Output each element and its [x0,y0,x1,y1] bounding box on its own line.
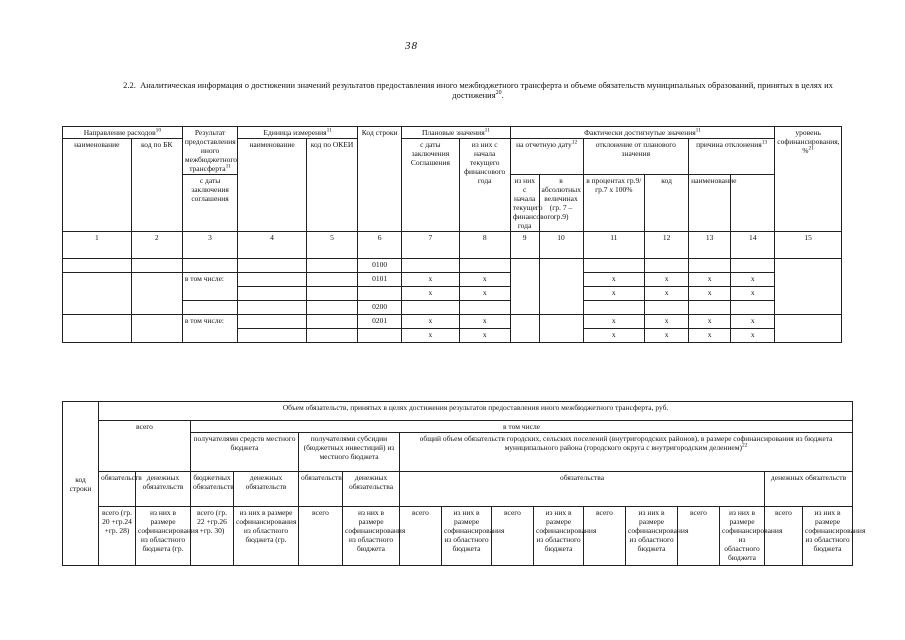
h-unit: Единица измерения$^{11}$ [238,127,358,139]
row-code: 0200 [358,301,402,315]
incl-label: в том числе: [182,315,237,343]
row-code: 0201 [358,315,402,329]
row-code: 0100 [358,259,402,273]
h2-code: код строки [63,402,99,566]
h2-vsego: всего [299,507,343,566]
h-level: уровень софинансирования, %$^{21}$ [775,127,842,232]
x-cell: x [689,315,731,329]
h2-vsego: всего [492,507,534,566]
col-num: 8 [459,232,510,259]
h2-cash2: денежных обязательств [234,472,299,507]
table-row [63,315,842,329]
x-cell: x [583,315,644,329]
h-code: Код строки [358,127,402,232]
h-unit-name: наименование [238,139,307,232]
h2-vsego: всего [765,507,803,566]
h-plan-agreement: с даты заключения Соглашения [402,139,459,232]
h-pct: в процентах гр.9/гр.7 x 100% [583,175,644,232]
h2-cash-wide: денежных обязательств [765,472,853,507]
h-name: наименование [63,139,132,232]
x-cell: x [731,329,775,343]
h2-obligations: обязательств [99,472,136,507]
results-table [62,126,842,343]
col-num: 1 [63,232,132,259]
h-code-bk: код по БК [131,139,182,232]
h2-of-them-short: из них в размере софинансирования из областного бюджета [343,507,400,566]
h-reason-code: код [645,175,689,232]
h2-vsego: всего [678,507,720,566]
h2-title: Объем обязательств, принятых в целях достижения результатов предоставления иного межбюджетного трансферта, руб. [99,402,853,421]
h-okei: код по ОКЕИ [306,139,357,232]
col-num: 2 [131,232,182,259]
section-caption: 2.2. Аналитическая информация о достижении значений результатов предоставления иного межбюджетного трансферта и объеме обязательств муниципальных образований, принятых в целях их достижения$^{20}$. [123,80,833,100]
col-num: 5 [306,232,357,259]
h2-recipients-subs: получателями субсидии (бюджетных инвестиций) из местного бюджета [299,433,400,472]
h2-budget: бюджетных обязательств [191,472,234,507]
x-cell: x [402,287,459,301]
obligations-table [62,401,866,566]
col-num: 11 [583,232,644,259]
col-num: 6 [358,232,402,259]
x-cell: x [583,273,644,287]
h-fact-year: из них с начала текущего финансового года [510,175,539,232]
column-numbers-row [63,232,842,259]
col-num: 15 [775,232,842,259]
h-abs: в абсолютных величинах (гр. 7 – гр.9) [539,175,583,232]
h-plan-year: из них с начала текущего финансового года [459,139,510,232]
h-deviation: отклонение от планового значения [583,139,689,175]
h2-general: общий объем обязательств городских, сельских поселений (внутригородских районов), в размере софинансирования из бюджета муниципального района (городского округа с внутригородским делением)$^{22}$ [400,433,853,472]
col-num: 9 [510,232,539,259]
x-cell: x [645,329,689,343]
col-num: 13 [689,232,731,259]
col-num: 4 [238,232,307,259]
incl-label: в том числе: [182,273,237,301]
h2-total-formula2: всего (гр. 22 +гр.26 +гр. 30) [191,507,234,566]
h-reason-name: наименование [689,175,731,232]
x-cell: x [459,287,510,301]
h2-cash: денежных обязательств [136,472,191,507]
page-number: 38 [405,40,418,52]
h-reason: причина отклонения$^{13}$ [689,139,775,175]
h2-total-formula: всего (гр. 20 +гр.24 +гр. 28) [99,507,136,566]
x-cell: x [645,287,689,301]
x-cell: x [731,315,775,329]
x-cell: x [583,329,644,343]
col-num: 12 [645,232,689,259]
caption-prefix: 2.2. [123,80,136,90]
table-row [63,273,842,287]
col-num: 7 [402,232,459,259]
h2-obligations-wide: обязательства [400,472,765,507]
h2-incl: в том числе [191,421,853,433]
h-on-date: на отчетную дату$^{12}$ [510,139,583,175]
x-cell: x [459,315,510,329]
h2-of-them-short: из них в размере софинансирования из областного бюджета [803,507,853,566]
h2-obligations2: обязательств [299,472,343,507]
h2-recipients-local: получателями средств местного бюджета [191,433,299,472]
h2-of-them: из них в размере софинансирования из областного бюджета (гр. [136,507,191,566]
caption-text: Аналитическая информация о достижении значений результатов предоставления иного межбюджетного трансферта и объеме обязательств муниципальных образований, принятых в целях их достижения [140,80,833,100]
x-cell: x [689,329,731,343]
x-cell: x [402,329,459,343]
h-result: Результат предоставления иного межбюджетного трансферта$^{11}$ [182,127,237,175]
h2-vsego: всего [400,507,442,566]
x-cell: x [645,273,689,287]
row-code: 0101 [358,273,402,287]
h2-of-them-short: из них в размере софинансирования из областного бюджета [442,507,492,566]
h-fact: Фактически достигнутые значения$^{11}$ [510,127,774,139]
col-num: 3 [182,232,237,259]
h2-of-them-short: из них в размере софинансирования из областного бюджета [534,507,584,566]
caption-note: 20 [495,90,502,97]
col-num: 10 [539,232,583,259]
x-cell: x [402,315,459,329]
x-cell: x [689,273,731,287]
table-row [63,259,842,273]
h2-total: всего [99,421,191,472]
h2-vsego: всего [584,507,626,566]
col-num: 14 [731,232,775,259]
x-cell: x [459,329,510,343]
x-cell: x [459,273,510,287]
h2-cash-obl: денежных обязательства [343,472,400,507]
x-cell: x [689,287,731,301]
h2-of-them-short: из них в размере софинансирования из областного бюджета [626,507,678,566]
h2-of-them-short: из них в размере софинансирования из областного бюджета [720,507,765,566]
h-direction: Направление расходов$^{10}$ [63,127,183,139]
x-cell: x [645,315,689,329]
x-cell: x [402,273,459,287]
h-fact-agreement: с даты заключения соглашения [182,175,237,232]
x-cell: x [583,287,644,301]
x-cell: x [731,287,775,301]
h-plan: Плановые значения$^{11}$ [402,127,511,139]
h2-of-them2: из них в размере софинансирования из областного бюджета (гр. [234,507,299,566]
x-cell: x [731,273,775,287]
